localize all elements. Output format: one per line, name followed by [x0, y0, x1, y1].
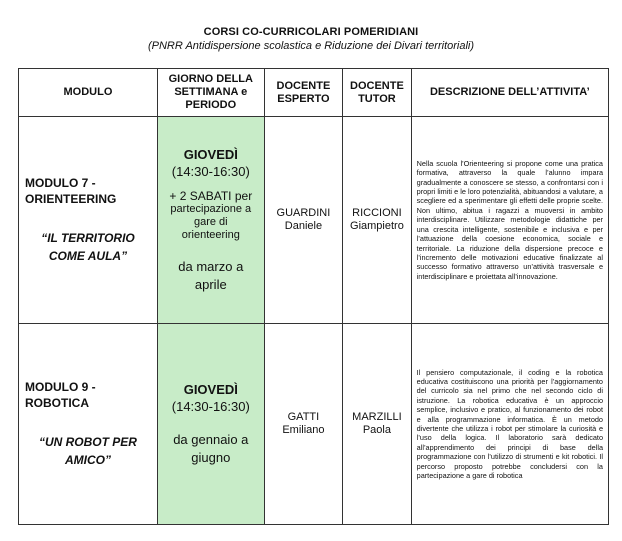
tutor-first-name: Paola — [362, 424, 391, 436]
table-header-row — [19, 69, 609, 117]
tutor-teacher-cell — [343, 324, 411, 525]
activity-description: Il pensiero computazionale, il coding e la robotica educativa costituiscono una priorità per l’aggiornamento del curricolo sia nel primo che nel secondo ciclo di istruzione. La robotica educativa è un approccio semplice, inclusivo e pratico, al funzionamento dei robot e alla programmazione informatica. È un metodo divertente che utilizza i robot per stimolare la curiosità e l’uso della logica. Il laboratorio sarà dedicato all’apprendimento dei principi di base della programmazione con l’utilizzo di strumenti e kit robotici. Il percorso proposto potrebbe concludersi con la partecipazione a gare di robotica — [411, 324, 608, 525]
schedule-cell — [157, 117, 264, 324]
table-row — [19, 117, 609, 324]
schedule-time: (14:30-16:30) — [171, 164, 250, 179]
document-title: CORSI CO-CURRICOLARI POMERIDIANI — [203, 26, 419, 38]
module-cell — [19, 324, 158, 525]
expert-first-name: Daniele — [284, 220, 323, 232]
tutor-teacher-cell — [343, 117, 411, 324]
module-cell — [19, 117, 158, 324]
expert-teacher-cell — [264, 117, 343, 324]
table-row — [19, 324, 609, 525]
document-subtitle: (PNRR Antidispersione scolastica e Riduzione dei Divari territoriali) — [147, 40, 475, 52]
schedule-cell — [157, 324, 264, 525]
module-name: MODULO 7 - ORIENTEERING — [25, 176, 117, 206]
expert-last-name: GATTI — [287, 411, 320, 423]
header-descrizione: DESCRIZIONE DELL’ATTIVITA’ — [411, 69, 608, 117]
tutor-last-name: MARZILLI — [352, 411, 402, 423]
expert-teacher-cell — [264, 324, 343, 525]
expert-last-name: GUARDINI — [276, 207, 331, 219]
expert-first-name: Emiliano — [282, 424, 325, 436]
header-modulo: MODULO — [19, 69, 158, 117]
activity-description: Nella scuola l’Orienteering si propone come una pratica formativa, attraverso la quale l’alunno impara gradualmente a conoscere se stesso, a confrontarsi con i propri limiti e le loro potenzialità, abituandosi a valutare, a scegliere ed a sperimentare gli effetti delle proprie scelte. Non ultimo, abitua i ragazzi a muoversi in ambito interdisciplinare. Utilizzare metodologie didattiche per una crescita intelligente, sostenibile e inclusiva e per l’attuazione della coesione economica, sociale e territoriale. La riduzione della dispersione precoce e l’incremento delle motivazioni educative finalizzate al successo formativo attraverso un’attività trasversale e interdisciplinare e proiettata all’innovazione. — [411, 117, 608, 324]
module-subtitle: “IL TERRITORIO COME AULA” — [41, 231, 135, 263]
schedule-day: GIOVEDÌ — [183, 147, 238, 162]
module-subtitle: “UN ROBOT PER AMICO” — [38, 435, 137, 467]
header-docente-tutor: DOCENTE TUTOR — [343, 69, 411, 117]
schedule-period: da marzo a aprile — [178, 259, 244, 292]
module-name: MODULO 9 - ROBOTICA — [25, 380, 96, 410]
tutor-last-name: RICCIONI — [352, 207, 402, 219]
tutor-first-name: Giampietro — [350, 220, 404, 232]
schedule-extra: + 2 SABATI per partecipazione a gare di orienteering — [169, 189, 253, 241]
schedule-period: da gennaio a giugno — [173, 432, 249, 465]
courses-table — [18, 68, 609, 525]
schedule-day: GIOVEDÌ — [183, 382, 238, 397]
header-docente-esperto: DOCENTE ESPERTO — [264, 69, 343, 117]
schedule-time: (14:30-16:30) — [171, 399, 250, 414]
header-giorno: GIORNO DELLA SETTIMANA e PERIODO — [157, 69, 264, 117]
